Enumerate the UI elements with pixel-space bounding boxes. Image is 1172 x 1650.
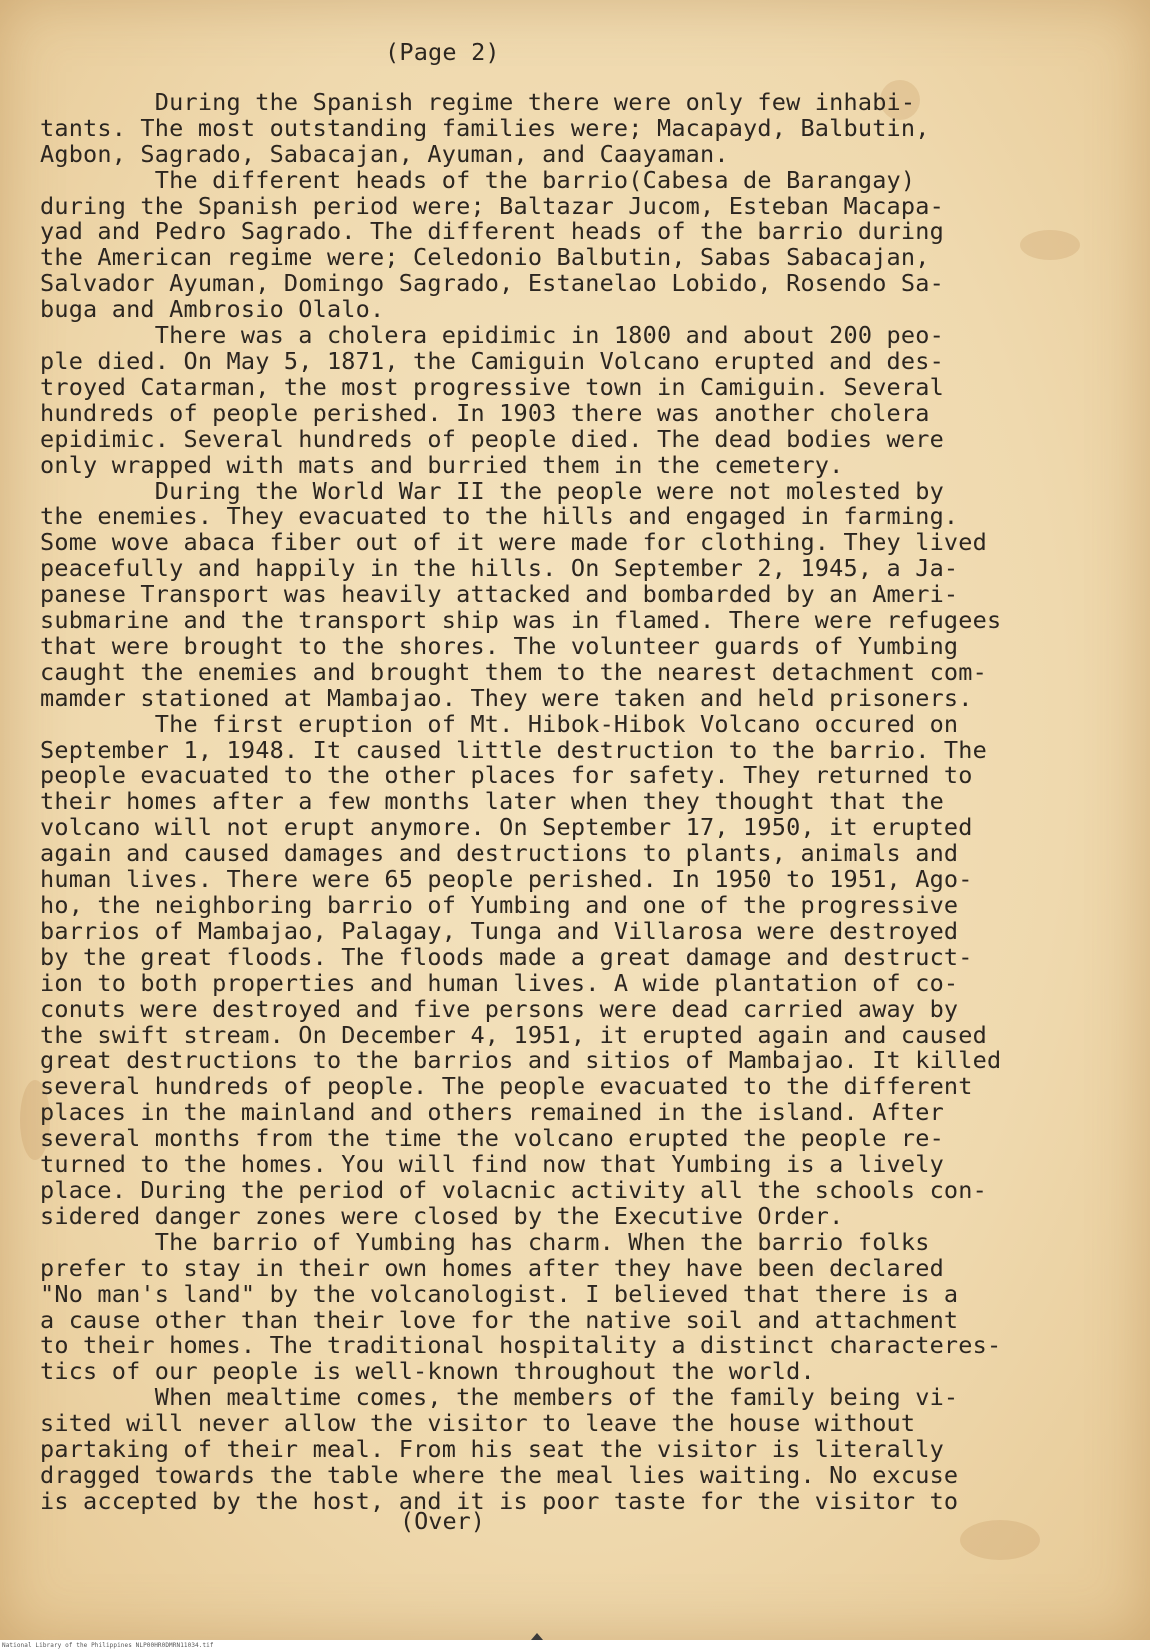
text-line: caught the enemies and brought them to the nearest detachment com-: [40, 657, 987, 686]
text-line: turned to the homes. You will find now that Yumbing is a lively: [40, 1150, 944, 1179]
text-line: During the Spanish regime there were only few inhabi-: [40, 87, 916, 116]
text-line: ho, the neighboring barrio of Yumbing and one of the progressive: [40, 891, 959, 919]
scan-footer: National Library of the Philippines NLP00HR0DMRN11034.tif: [2, 1642, 214, 1649]
text-line: Some wove abaca fiber out of it were made for clothing. They lived: [40, 528, 987, 557]
text-line: ion to both properties and human lives. A wide plantation of co-: [40, 968, 959, 997]
text-line: barrios of Mambajao, Palagay, Tunga and Villarosa were destroyed: [40, 916, 959, 945]
text-line: During the World War II the people were not molested by: [40, 476, 944, 505]
text-line: again and caused damages and destructions to plants, animals and: [40, 839, 959, 868]
continuation-label: (Over): [400, 1507, 485, 1535]
scan-margin: [1150, 0, 1172, 1640]
text-line: When mealtime comes, the members of the family being vi-: [40, 1383, 959, 1412]
text-line: that were brought to the shores. The volunteer guards of Yumbing: [40, 631, 959, 660]
text-line: human lives. There were 65 people perished. In 1950 to 1951, Ago-: [40, 865, 973, 894]
text-line: place. During the period of volacnic activity all the schools con-: [40, 1175, 987, 1204]
text-line: a cause other than their love for the native soil and attachment: [40, 1305, 959, 1334]
text-line: great destructions to the barrios and sitios of Mambajao. It killed: [40, 1046, 1002, 1075]
text-line: hundreds of people perished. In 1903 there was another cholera: [40, 398, 930, 427]
text-line: volcano will not erupt anymore. On September 17, 1950, it erupted: [40, 813, 973, 842]
text-line: submarine and the transport ship was in flamed. There were refugees: [40, 606, 1002, 635]
text-line: tics of our people is well-known throughout the world.: [40, 1357, 815, 1386]
text-line: tants. The most outstanding families were; Macapayd, Balbutin,: [40, 113, 930, 142]
text-line: during the Spanish period were; Baltazar Jucom, Esteban Macapa-: [40, 191, 944, 220]
text-line: sited will never allow the visitor to leave the house without: [40, 1409, 916, 1438]
text-line: by the great floods. The floods made a great damage and destruct-: [40, 942, 973, 971]
paper-stain: [960, 1520, 1040, 1560]
text-line: the swift stream. On December 4, 1951, it erupted again and caused: [40, 1020, 987, 1049]
text-line: several hundreds of people. The people evacuated to the different: [40, 1072, 973, 1101]
page-label: (Page 2): [385, 38, 500, 66]
text-line: their homes after a few months later when they thought that the: [40, 787, 944, 816]
text-line: prefer to stay in their own homes after they have been declared: [40, 1253, 944, 1282]
text-line: the American regime were; Celedonio Balbutin, Sabas Sabacajan,: [40, 243, 930, 272]
text-line: buga and Ambrosio Olalo.: [40, 295, 385, 324]
text-line: only wrapped with mats and burried them in the cemetery.: [40, 450, 844, 479]
text-lines: [40, 87, 1120, 1515]
text-line: There was a cholera epidimic in 1800 and about 200 peo-: [40, 321, 944, 350]
text-line: to their homes. The traditional hospitality a distinct characteres-: [40, 1331, 1002, 1360]
text-line: Agbon, Sagrado, Sabacajan, Ayuman, and Caayaman.: [40, 139, 729, 168]
text-line: dragged towards the table where the meal lies waiting. No excuse: [40, 1460, 959, 1489]
text-line: partaking of their meal. From his seat the visitor is literally: [40, 1435, 944, 1464]
text-line: several months from the time the volcano erupted the people re-: [40, 1124, 944, 1153]
text-line: ple died. On May 5, 1871, the Camiguin Volcano erupted and des-: [40, 346, 944, 375]
text-line: Salvador Ayuman, Domingo Sagrado, Estanelao Lobido, Rosendo Sa-: [40, 269, 944, 298]
typed-text-body: [40, 40, 1120, 1515]
text-line: places in the mainland and others remained in the island. After: [40, 1098, 944, 1127]
text-line: panese Transport was heavily attacked and bombarded by an Ameri-: [40, 580, 959, 609]
text-line: The first eruption of Mt. Hibok-Hibok Volcano occured on: [40, 709, 959, 738]
text-line: September 1, 1948. It caused little destruction to the barrio. The: [40, 735, 987, 764]
text-line: sidered danger zones were closed by the Executive Order.: [40, 1201, 844, 1230]
text-line: is accepted by the host, and it is poor taste for the visitor to: [40, 1486, 959, 1515]
text-line: people evacuated to the other places for safety. They returned to: [40, 761, 973, 790]
text-line: yad and Pedro Sagrado. The different heads of the barrio during: [40, 217, 944, 246]
text-line: peacefully and happily in the hills. On September 2, 1945, a Ja-: [40, 554, 959, 583]
text-line: conuts were destroyed and five persons were dead carried away by: [40, 994, 959, 1023]
text-line: epidimic. Several hundreds of people died. The dead bodies were: [40, 424, 944, 453]
text-line: "No man's land" by the volcanologist. I believed that there is a: [40, 1279, 959, 1308]
text-line: mamder stationed at Mambajao. They were taken and held prisoners.: [40, 683, 973, 712]
text-line: The barrio of Yumbing has charm. When the barrio folks: [40, 1227, 930, 1256]
text-line: the enemies. They evacuated to the hills and engaged in farming.: [40, 502, 959, 531]
page-marker-icon: [531, 1633, 543, 1640]
text-line: The different heads of the barrio(Cabesa de Barangay): [40, 165, 916, 194]
text-line: troyed Catarman, the most progressive town in Camiguin. Several: [40, 372, 944, 401]
